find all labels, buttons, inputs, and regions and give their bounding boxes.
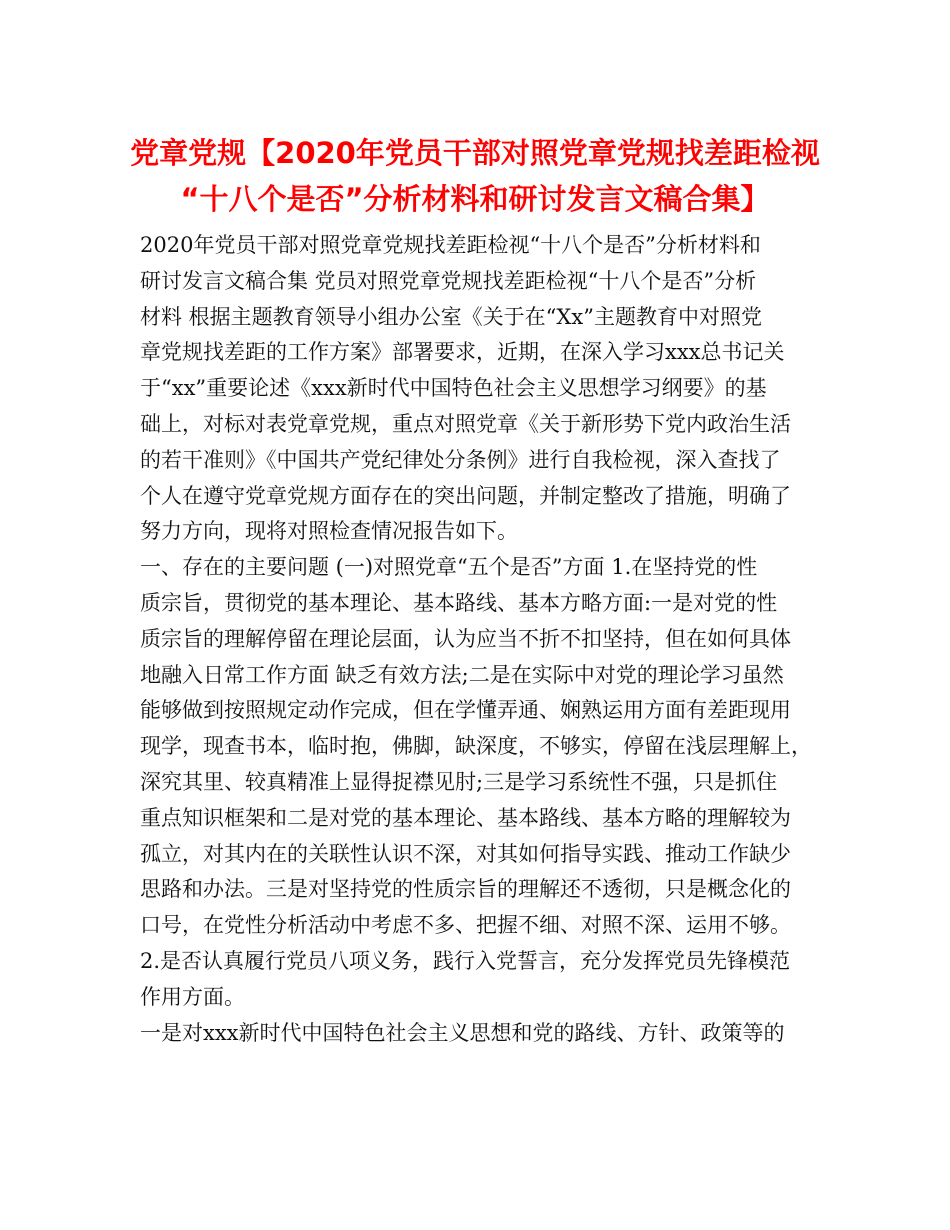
body-line: 研讨发言文稿合集 党员对照党章党规找差距检视“十八个是否”分析 [140,268,757,293]
body-line: 现学，现查书本，临时抱，佛脚，缺深度，不够实，停留在浅层理解上， [140,734,812,759]
body-line: 地融入日常工作方面 缺乏有效方法;二是在实际中对党的理论学习虽然 [140,662,784,687]
body-line: 思路和办法。三是对坚持党的性质宗旨的理解还不透彻，只是概念化的 [140,877,791,902]
body-line: 一、存在的主要问题 (一)对照党章“五个是否”方面 1.在坚持党的性 [140,555,758,580]
body-line: 个人在遵守党章党规方面存在的突出问题，并制定整改了措施，明确了 [140,483,791,508]
body-line: 质宗旨的理解停留在理论层面，认为应当不折不扣坚持，但在如何具体 [140,626,791,651]
body-line: 深究其里、较真精准上显得捉襟见肘;三是学习系统性不强，只是抓住 [140,769,778,794]
document-body [140,228,820,1051]
body-line: 重点知识框架和二是对党的基本理论、基本路线、基本方略的理解较为 [140,805,791,830]
body-line: 质宗旨，贯彻党的基本理论、基本路线、基本方略方面:一是对党的性 [140,590,778,615]
body-line: 能够做到按照规定动作完成，但在学懂弄通、娴熟运用方面有差距现用 [140,698,791,723]
title-line: “十八个是否”分析材料和研讨发言文稿合集】 [180,182,770,216]
body-line: 2.是否认真履行党员八项义务，践行入党誓言，充分发挥党员先锋模范 [140,948,791,973]
body-line: 础上，对标对表党章党规，重点对照党章《关于新形势下党内政治生活 [140,411,791,436]
title-line: 党章党规【2020年党员干部对照党章党规找差距检视 [130,136,820,170]
body-line: 的若干准则》《中国共产党纪律处分条例》进行自我检视，深入查找了 [140,447,781,472]
body-line: 努力方向，现将对照检查情况报告如下。 [140,519,518,544]
body-line: 于“xx”重要论述《xxx新时代中国特色社会主义思想学习纲要》的基 [140,376,767,401]
body-line: 作用方面。 [140,984,245,1009]
body-line: 章党规找差距的工作方案》部署要求，近期，在深入学习xxx总书记关 [140,340,785,365]
body-line: 材料 根据主题教育领导小组办公室《关于在“Xx”主题教育中对照党 [140,304,762,329]
body-line: 孤立，对其内在的关联性认识不深，对其如何指导实践、推动工作缺少 [140,841,791,866]
body-line: 口号，在党性分析活动中考虑不多、把握不细、对照不深、运用不够。 [140,913,791,938]
body-line: 2020年党员干部对照党章党规找差距检视“十八个是否”分析材料和 [140,233,761,257]
body-line: 一是对xxx新时代中国特色社会主义思想和党的路线、方针、政策等的 [140,1020,785,1045]
document-title [100,130,850,222]
